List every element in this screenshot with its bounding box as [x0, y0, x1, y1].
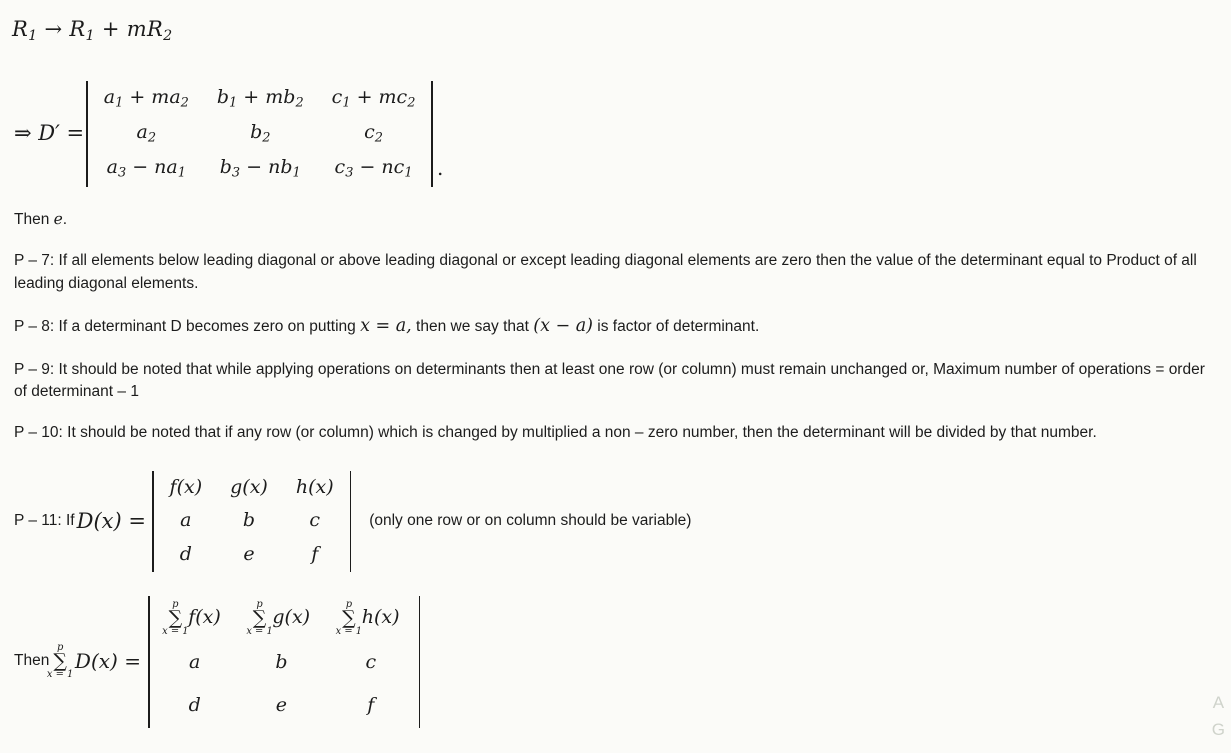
then-sum-lead: Then [14, 652, 50, 670]
matrix-left-bar [148, 596, 150, 728]
p8-suffix: is factor of determinant. [593, 318, 760, 336]
cell-function: h(x) [361, 605, 400, 628]
edge-letter-g: G [1211, 719, 1225, 739]
cell: $a_3 - na_1$ [106, 156, 186, 181]
table-row [156, 471, 348, 505]
determinant-1-matrix [84, 81, 435, 187]
p11-function-label: D(x) = [76, 509, 146, 533]
summation-upper-limit: p [345, 598, 353, 610]
table-row [153, 684, 416, 728]
p8-math-2: (x − a) [533, 316, 593, 337]
property-p8 [14, 314, 1217, 339]
cell: $c_2$ [364, 121, 383, 146]
cell-function: g(x) [272, 605, 311, 628]
cell: $c_3 - nc_1$ [334, 156, 413, 181]
table-row [156, 504, 348, 538]
p11-matrix [150, 471, 353, 572]
summation-lower-limit: x = 1 [335, 626, 363, 638]
cell: d [188, 694, 201, 717]
cell: h(x) [295, 475, 334, 498]
cell: f [367, 694, 375, 717]
determinant-1-table [90, 81, 430, 187]
property-p9: P – 9: It should be noted that while applying operations on determinants then at least one row (or column) must remain unchanged or, Maximum number of operations = order of determinant – 1 [14, 360, 1205, 400]
determinant-1-period: . [437, 155, 444, 180]
table-row [156, 538, 348, 572]
determinant-1-label: ⇒ D′ = [14, 121, 85, 146]
summation-symbol: ∑ p x = 1 [53, 648, 67, 676]
cell: ∑ p x = 1 f(x) [153, 596, 237, 641]
cell: $b_1 + mb_2$ [216, 85, 304, 111]
edge-watermark-letters [1212, 689, 1225, 743]
summation-upper-limit: p [172, 598, 179, 610]
summation-lower-limit: x = 1 [246, 626, 273, 638]
then-sum-function-label: D(x) = [74, 649, 141, 674]
then-sum-table [153, 596, 416, 728]
cell: d [179, 543, 192, 565]
cell: $a_2$ [136, 121, 157, 146]
then-sum-matrix [145, 596, 423, 728]
then-line: Then ℯ. [14, 210, 68, 228]
determinant-block-1 [14, 81, 1217, 187]
table-row [90, 151, 430, 186]
cell: $b_2$ [250, 121, 271, 146]
p11-lead: P – 11: If [14, 511, 75, 529]
edge-letter-a: A [1212, 692, 1225, 712]
cell: f(x) [169, 475, 203, 498]
matrix-right-bar [431, 81, 433, 187]
table-row [153, 641, 416, 685]
cell: a [180, 509, 192, 532]
p8-middle: then we say that [411, 318, 534, 336]
summation-upper-limit: p [256, 598, 263, 610]
cell: b [275, 650, 288, 673]
property-p7: P – 7: If all elements below leading diagonal or above leading diagonal or except leading diagonal elements are zero then the value of the determinant equal to Product of all leading diagonal elements. [14, 252, 1197, 292]
summation-lower-limit: x = 1 [162, 626, 189, 638]
cell: $a_1 + ma_2$ [103, 85, 189, 111]
matrix-right-bar [419, 596, 421, 728]
cell: b [242, 509, 256, 532]
cell: e [275, 694, 288, 717]
p11-note: (only one row or on column should be variable) [369, 511, 692, 529]
cell: ∑ p x = 1 g(x) [237, 596, 326, 641]
matrix-right-bar [350, 471, 352, 572]
p8-math-1: x = a, [360, 316, 412, 337]
property-p11-block [14, 471, 1217, 572]
cell: $b_3 - nb_1$ [219, 156, 301, 181]
row-operation-line [12, 14, 1217, 47]
table-row [90, 116, 430, 151]
p8-prefix: P – 8: If a determinant D becomes zero on putting [14, 318, 361, 336]
cell: g(x) [230, 475, 268, 498]
matrix-left-bar [152, 471, 154, 572]
p11-table [156, 471, 348, 572]
cell: f [311, 543, 319, 565]
table-row [153, 596, 416, 641]
cell: c [365, 650, 377, 673]
cell: $c_1 + mc_2$ [331, 85, 416, 111]
matrix-left-bar [86, 81, 88, 187]
cell: e [243, 543, 255, 565]
row-operation-text: $R_1 \to R_1 + mR_2$ [12, 17, 173, 44]
cell-function: f(x) [188, 605, 221, 628]
table-row [90, 81, 430, 116]
property-p10: P – 10: It should be noted that if any row (or column) which is changed by multiplied a non – zero number, then the determinant will be divided by that number. [14, 424, 1097, 442]
summation-upper-limit: p [56, 641, 64, 653]
cell: c [309, 509, 321, 532]
then-sum-block [14, 596, 1217, 728]
cell: ∑ p x = 1 h(x) [326, 596, 415, 641]
summation-lower-limit: x = 1 [46, 668, 74, 680]
cell: a [189, 650, 201, 673]
